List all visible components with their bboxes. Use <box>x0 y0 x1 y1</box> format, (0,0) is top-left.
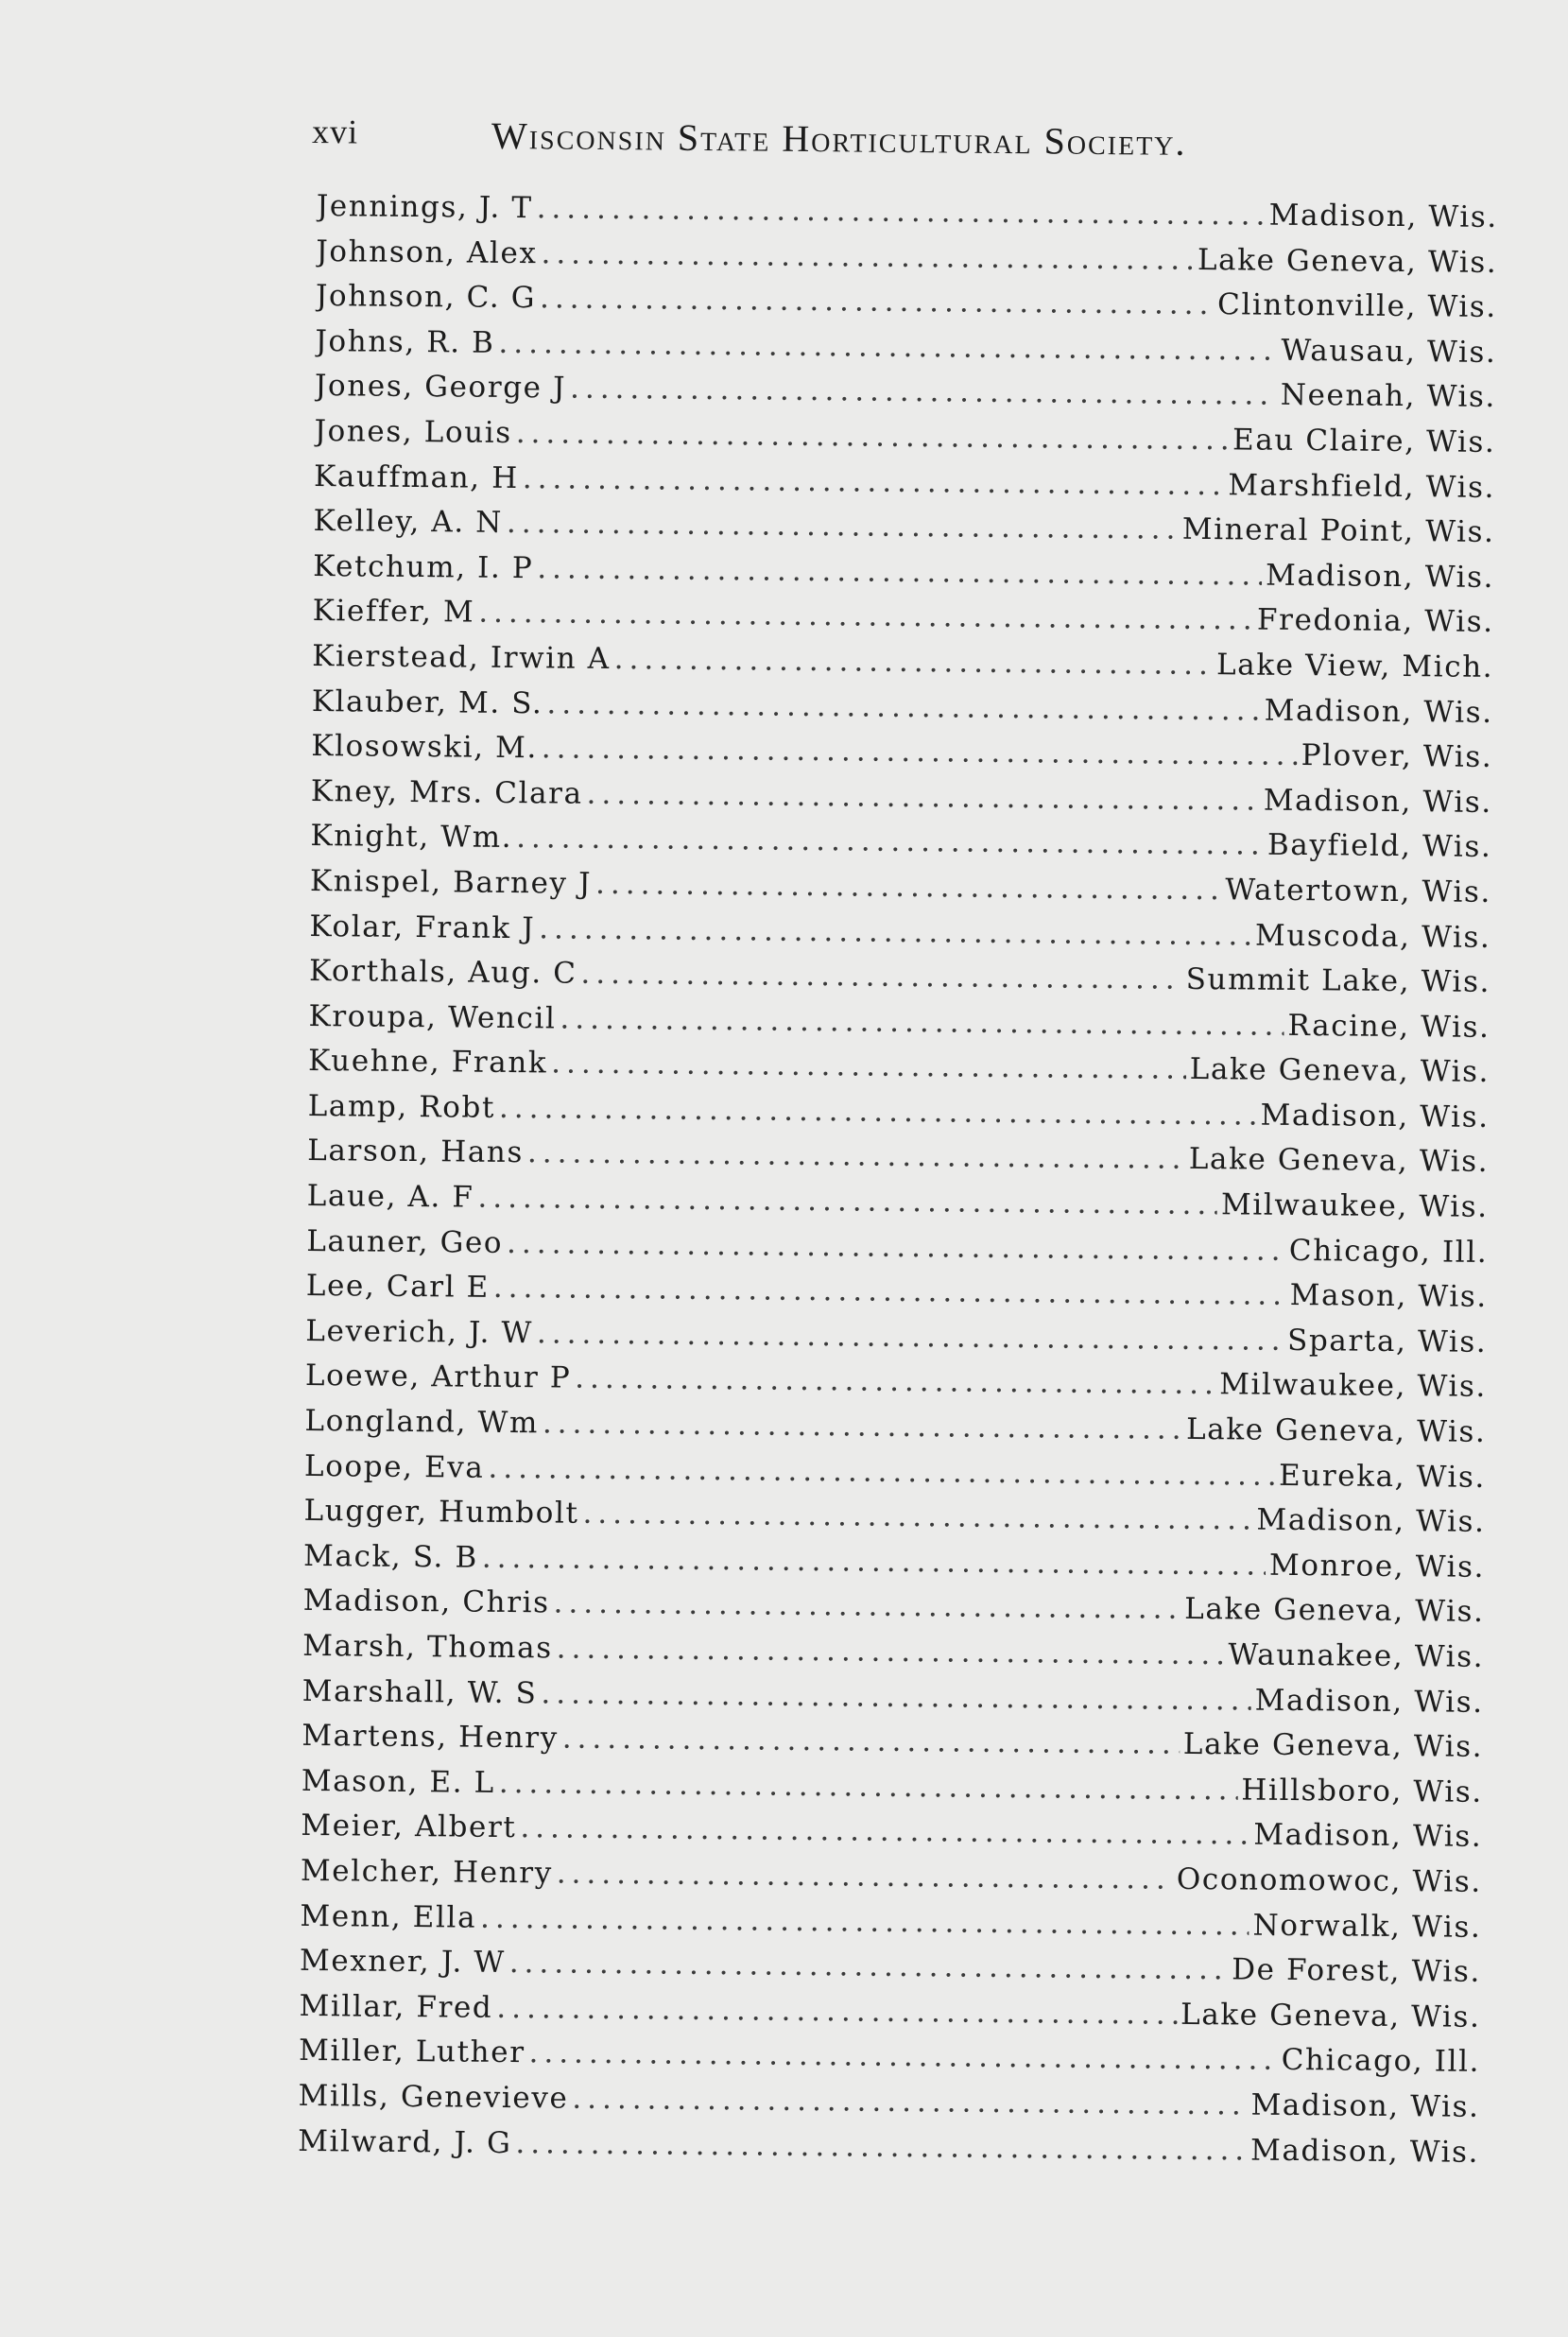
member-location: Madison, Wis. <box>1264 693 1493 730</box>
member-name: Milward, J. G <box>298 2123 512 2160</box>
member-name: Martens, Henry <box>302 1719 559 1756</box>
dot-leader <box>575 1361 1215 1402</box>
dot-leader <box>520 1811 1249 1852</box>
dot-leader <box>542 731 1298 772</box>
member-name: Korthals, Aug. C <box>308 954 577 991</box>
member-location: Lake Geneva, Wis. <box>1189 1052 1490 1090</box>
member-name: Johns, R. B <box>315 323 495 360</box>
member-location: Milwaukee, Wis. <box>1218 1367 1488 1405</box>
member-name: Marshall, W. S <box>302 1673 538 1710</box>
dot-leader <box>507 1226 1285 1268</box>
member-location: Bayfield, Wis. <box>1266 828 1492 865</box>
member-location: Madison, Wis. <box>1268 198 1498 234</box>
member-location: Neenah, Wis. <box>1280 378 1497 415</box>
member-name: Larson, Hans <box>307 1134 525 1170</box>
dot-leader <box>527 1136 1185 1177</box>
member-name: Klauber, M. S. <box>311 684 543 720</box>
member-location: Mason, Wis. <box>1289 1278 1488 1315</box>
member-location: Madison, Wis. <box>1265 558 1495 595</box>
member-name: Lee, Carl E <box>305 1269 491 1306</box>
member-name: Knight, Wm. <box>310 819 513 856</box>
member-name: Madison, Chris <box>302 1584 550 1620</box>
dot-leader <box>540 281 1214 321</box>
dot-leader <box>516 821 1264 862</box>
member-name: Kauffman, H <box>313 459 519 495</box>
member-location: Racine, Wis. <box>1287 1008 1490 1045</box>
dot-leader <box>595 867 1222 907</box>
dot-leader <box>570 372 1277 412</box>
member-location: Madison, Wis. <box>1263 783 1493 820</box>
member-name: Kuehne, Frank <box>307 1044 548 1081</box>
dot-leader <box>515 2126 1247 2167</box>
member-name: Loewe, Arthur P <box>304 1359 572 1396</box>
member-name: Ketchum, I. P <box>312 548 534 585</box>
member-name: Miller, Luther <box>298 2034 526 2070</box>
member-location: Mineral Point, Wis. <box>1181 511 1495 550</box>
member-name: Marsh, Thomas <box>302 1628 553 1666</box>
dot-leader <box>551 1047 1186 1086</box>
dot-leader <box>482 1541 1266 1583</box>
member-location: Oconomowoc, Wis. <box>1176 1861 1483 1899</box>
dot-leader <box>562 1722 1180 1761</box>
member-name: Johnson, Alex <box>316 234 538 270</box>
dot-leader <box>499 1766 1238 1808</box>
member-location: Waunakee, Wis. <box>1228 1637 1485 1674</box>
dot-leader <box>478 596 1253 637</box>
dot-leader <box>499 1091 1257 1133</box>
member-location: Milwaukee, Wis. <box>1220 1187 1489 1225</box>
member-location: Madison, Wis. <box>1253 1817 1483 1855</box>
dot-leader <box>480 1900 1249 1942</box>
member-list <box>298 189 1498 2180</box>
dot-leader <box>477 1181 1217 1222</box>
member-name: Johnson, C. G <box>315 279 537 316</box>
member-name: Jones, George J <box>314 369 567 406</box>
member-location: Fredonia, Wis. <box>1256 602 1494 640</box>
dot-leader <box>557 1632 1225 1672</box>
member-name: Kieffer, M <box>312 594 475 630</box>
member-location: Lake View, Mich. <box>1215 648 1494 684</box>
member-location: Lake Geneva, Wis. <box>1185 1411 1487 1449</box>
dot-leader <box>488 1450 1275 1492</box>
member-location: Chicago, Ill. <box>1281 2043 1481 2080</box>
member-location: Lake Geneva, Wis. <box>1197 242 1498 280</box>
running-head: Wisconsin State Horticultural Society. <box>491 113 1187 164</box>
member-name: Mexner, J. W <box>299 1944 506 1981</box>
member-location: Wausau, Wis. <box>1281 333 1497 370</box>
dot-leader <box>539 911 1251 952</box>
member-name: Klosowski, M. <box>311 729 539 766</box>
dot-leader <box>528 2036 1277 2078</box>
member-location: De Forest, Wis. <box>1232 1952 1482 1990</box>
member-location: Madison, Wis. <box>1260 1098 1490 1134</box>
member-name: Kierstead, Irwin A <box>312 638 611 676</box>
member-name: Mason, E. L <box>301 1763 496 1800</box>
dot-leader <box>582 1497 1252 1537</box>
dot-leader <box>553 1586 1180 1626</box>
dot-leader <box>586 776 1260 817</box>
member-location: Chicago, Ill. <box>1288 1233 1489 1270</box>
member-name: Laue, A. F <box>306 1179 474 1215</box>
member-location: Lake Geneva, Wis. <box>1188 1142 1490 1180</box>
member-name: Lugger, Humbolt <box>303 1494 579 1531</box>
dot-leader <box>614 642 1214 682</box>
member-name: Kelley, A. N <box>313 504 504 541</box>
member-name: Jennings, J. T <box>316 189 533 226</box>
member-name: Lamp, Robt <box>307 1088 496 1125</box>
member-location: Sparta, Wis. <box>1286 1323 1488 1359</box>
dot-leader <box>572 2082 1248 2122</box>
member-location: Eureka, Wis. <box>1278 1458 1487 1495</box>
dot-leader <box>498 326 1277 368</box>
dot-leader <box>543 1406 1183 1445</box>
dot-leader <box>557 1856 1173 1896</box>
dot-leader <box>537 1316 1284 1358</box>
member-name: Launer, Geo <box>306 1223 504 1260</box>
member-location: Madison, Wis. <box>1249 2133 1480 2170</box>
dot-leader <box>496 1991 1177 2032</box>
member-location: Madison, Wis. <box>1250 2087 1480 2124</box>
page-number: xvi <box>311 113 359 151</box>
dot-leader <box>523 461 1225 502</box>
member-location: Monroe, Wis. <box>1268 1548 1486 1584</box>
member-location: Lake Geneva, Wis. <box>1184 1592 1485 1630</box>
member-location: Eau Claire, Wis. <box>1232 423 1496 459</box>
dot-leader <box>493 1271 1286 1312</box>
member-name: Loope, Eva <box>303 1448 485 1485</box>
member-name: Kroupa, Wencil <box>308 998 557 1036</box>
member-name: Meier, Albert <box>301 1809 517 1845</box>
member-location: Hillsboro, Wis. <box>1241 1773 1483 1809</box>
member-location: Summit Lake, Wis. <box>1185 961 1491 1000</box>
dot-leader <box>560 1001 1284 1042</box>
dot-leader <box>580 957 1182 996</box>
member-name: Kolar, Frank J <box>309 909 536 945</box>
member-name: Millar, Fred <box>299 1988 493 2025</box>
member-location: Watertown, Wis. <box>1225 873 1492 909</box>
member-location: Marshfield, Wis. <box>1228 467 1496 505</box>
dot-leader <box>509 1946 1229 1986</box>
member-name: Longland, Wm <box>304 1403 540 1441</box>
dot-leader <box>507 506 1179 546</box>
member-location: Lake Geneva, Wis. <box>1180 1997 1481 2034</box>
dot-leader <box>516 416 1230 457</box>
dot-leader <box>541 1676 1251 1717</box>
member-name: Mills, Genevieve <box>298 2078 569 2116</box>
page-header <box>312 112 1343 178</box>
member-name: Menn, Ella <box>300 1898 477 1935</box>
dot-leader <box>537 551 1262 592</box>
member-location: Lake Geneva, Wis. <box>1182 1727 1484 1765</box>
member-location: Plover, Wis. <box>1301 738 1493 775</box>
member-name: Leverich, J. W <box>305 1313 534 1351</box>
dot-leader <box>537 191 1266 232</box>
member-name: Jones, Louis <box>314 413 512 450</box>
dot-leader <box>541 236 1194 277</box>
member-location: Clintonville, Wis. <box>1216 287 1498 325</box>
member-location: Madison, Wis. <box>1254 1683 1484 1720</box>
member-location: Norwalk, Wis. <box>1252 1908 1482 1945</box>
member-name: Knispel, Barney J <box>309 863 593 901</box>
member-name: Melcher, Henry <box>300 1853 553 1891</box>
member-name: Mack, S. B <box>302 1538 478 1575</box>
member-name: Kney, Mrs. Clara <box>310 773 583 811</box>
member-location: Muscoda, Wis. <box>1254 918 1491 955</box>
dot-leader <box>546 686 1261 727</box>
member-location: Madison, Wis. <box>1256 1502 1486 1540</box>
